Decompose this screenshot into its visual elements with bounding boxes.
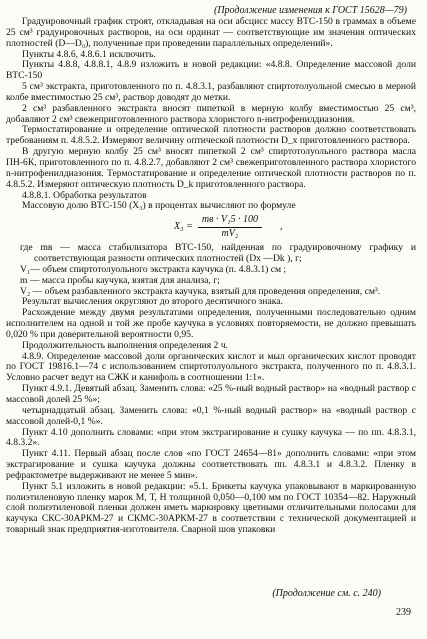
- paragraph: Градуировочный график строят, откладывая на оси абсцисс массу ВТС-150 в граммах в объеме 25 см³ градуировочных растворов, на оси ординат — соответствующие им значения оптических плотностей (D—D₀), полученные при проведении параллельных определений».: [6, 16, 416, 49]
- running-header: (Продолжение изменения к ГОСТ 15628—79): [214, 5, 407, 16]
- formula-numerator: mв · V₁5 · 100: [198, 215, 262, 228]
- paragraph: Массовую долю ВТС-150 (X₃) в процентах вычисляют по формуле: [22, 200, 296, 212]
- paragraph: В другую мерную колбу 25 см³ вносят пипеткой 2 см³ спиртотолуольного раствора масла ПН-6К, приготовленного по п. 4.8.2.7, добавляют 2 см³ свежеприготовленного раствора хлористого n-нитрофенилдиазония. Термостатирование и определение оптической плотности растворов по п. 4.8.5.2. Измеряют оптическую плотность D_k приготовленного раствора.: [6, 146, 416, 190]
- paragraph: четырнадцатый абзац. Заменить слова: «0,1 %-ный водный раствор» на «водный раствор с массовой долей-0,1 %».: [6, 404, 416, 427]
- paragraph: Пункты 4.8.6, 4.8.6.1 исключить.: [22, 48, 156, 60]
- formula-lhs: X₃ =: [174, 221, 193, 233]
- paragraph: 4.8.9. Определение массовой доли органических кислот и мыл органических кислот проводят по ГОСТ 19816.1—74 с использованием спиртотолуольного экстракта, полученного по п. 4.8.3.1. Условно расчет ведут на СЖК и канифоль в соотношении 1:1».: [6, 350, 416, 384]
- paragraph: Пункт 4.11. Первый абзац после слов «по ГОСТ 24654—81» дополнить словами: «при этом экстрагирование и сушка каучука должны соответствовать пп. 4.8.3.1 и 4.8.3.2. Пленку в рефрактометре выдерживают не менее 5 мин».: [6, 448, 416, 481]
- paragraph: 2 см³ разбавленного экстракта вносят пипеткой в мерную колбу вместимостью 25 см³, добавляют 2 см³ свежеприготовленного раствора хлористого n-нитрофенилдиазония.: [6, 102, 416, 125]
- paragraph: Результат вычисления округляют до второго десятичного знака.: [22, 296, 283, 308]
- paragraph: Пункт 5.1 изложить в новой редакции: «5.1. Брикеты каучука упаковывают в маркированную полиэтиленовую пленку марок М, Т, Н толщиной 0,050—0,100 мм по ГОСТ 10354—82. Наружный слой полиэтиленовой пленки должен иметь маркировку цветными отличительными полосами для каучука СКС-30АРКМ-27 и СКМС-30АРКМ-27 в соответствии с технической документацией и товарный знак предприятия-изготовителя. Сварной шов упаковки: [6, 480, 416, 536]
- document-body: [6, 17, 416, 536]
- formula-definitions: [6, 243, 416, 297]
- paragraph: Расхождение между двумя результатами определения, полученными последовательно одним исполнителем на одной и той же пробе каучука в условиях повторяемости, не должно превышать 0,020 % при доверительной вероятности 0,95.: [6, 307, 416, 340]
- paragraph: Пункт 4.9.1. Девятый абзац. Заменить слова: «25 %-ный водный раствор» на «водный раствор с массовой долей 25 %»;: [6, 383, 416, 405]
- paragraph: Продолжительность выполнения определения 2 ч.: [22, 339, 228, 351]
- continuation-note: (Продолжение см. с. 240): [272, 588, 381, 599]
- paragraph: Термостатирование и определение оптической плотности растворов должно соответствовать требованиям п. 4.8.5.2. Измеряют величину оптической плотности D_x приготовленного раствора.: [6, 124, 416, 147]
- formula: [6, 212, 416, 243]
- page-number: 239: [396, 607, 411, 618]
- section-heading: 4.8.8.1. Обработка результатов: [22, 189, 147, 201]
- paragraph: Пункт 4.10 дополнить словами: «при этом экстрагирование и сушку каучука — по пп. 4.8.3.1, 4.8.3.2».: [6, 426, 416, 449]
- definition-item: V₁— объем спиртотолуольного экстракта каучука (п. 4.8.3.1) см ;: [20, 263, 287, 275]
- formula-tail: ,: [280, 221, 283, 233]
- paragraph: Пункты 4.8.8, 4.8.8.1, 4.8.9 изложить в новой редакции: «4.8.8. Определение массовой доли ВТС-150: [6, 59, 416, 82]
- paragraph: 5 см³ экстракта, приготовленного по п. 4.8.3.1, разбавляют спиртотолуольной смесью в мерной колбе вместимостью 25 см³, раствор доводят до метки.: [6, 81, 416, 103]
- definition-item: m — масса пробы каучука, взятая для анализа, г;: [20, 274, 220, 286]
- definition-item: V₂ — объем разбавленного экстракта каучука, взятый для проведения определения, см³.: [20, 285, 381, 297]
- definition-item: где mв — масса стабилизатора ВТС-150, найденная по градуировочному графику и соответствующая разности оптических плотностей (Dx —Dk ), г;: [20, 242, 416, 265]
- formula-denominator: mV₂: [221, 228, 239, 240]
